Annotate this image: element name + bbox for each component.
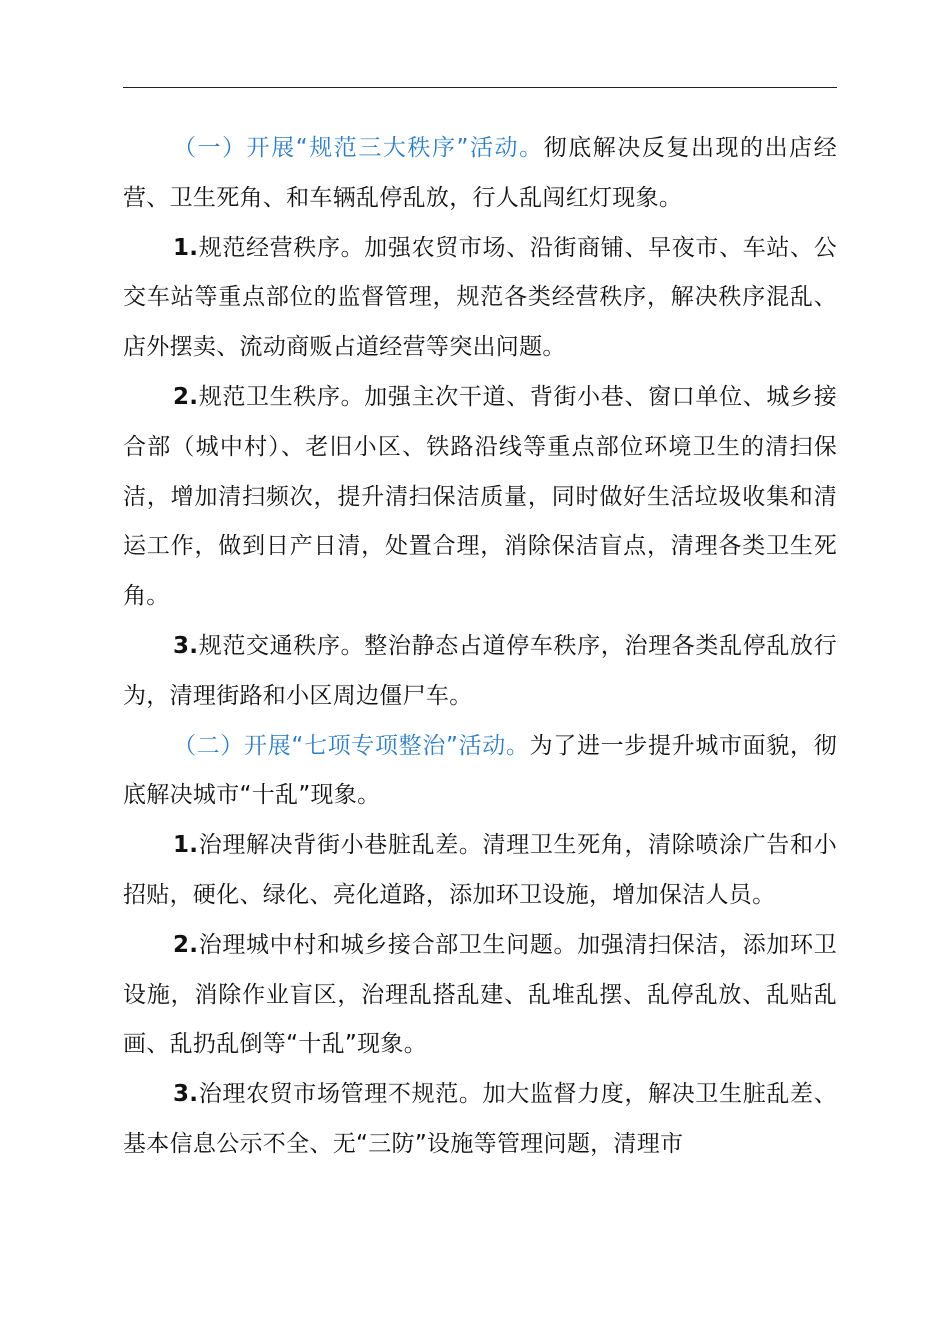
item-number: 3.	[173, 632, 199, 659]
item-number: 2.	[173, 383, 199, 410]
item-paragraph-1-1	[123, 224, 837, 373]
section-text-2: 为了进一步提升城市面貌，彻底解决城市“十乱”现象。	[123, 732, 837, 809]
item-number: 1.	[173, 832, 199, 859]
item-text: 治理农贸市场管理不规范。加大监督力度，解决卫生脏乱差、基本信息公示不全、无“三防”设施等管理问题，清理市	[123, 1081, 837, 1157]
section-heading-2: （二）开展“七项专项整治”活动。	[173, 732, 530, 759]
document-body	[123, 124, 837, 1170]
section-text-1: 彻底解决反复出现的出店经营、卫生死角、和车辆乱停乱放，行人乱闯红灯现象。	[123, 135, 837, 211]
section-heading-1: （一）开展“规范三大秩序”活动。	[173, 135, 544, 161]
item-number: 3.	[173, 1081, 199, 1108]
item-text: 治理城中村和城乡接合部卫生问题。加强清扫保洁，添加环卫设施，消除作业盲区，治理乱搭乱建、乱堆乱摆、乱停乱放、乱贴乱画、乱扔乱倒等“十乱”现象。	[123, 931, 837, 1058]
item-paragraph-1-3	[123, 622, 837, 722]
item-number: 1.	[173, 234, 199, 261]
item-paragraph-2-2	[123, 921, 837, 1070]
header-rule	[123, 87, 837, 88]
item-paragraph-1-2	[123, 373, 837, 622]
section-paragraph-2	[123, 722, 837, 822]
item-text: 规范经营秩序。加强农贸市场、沿街商铺、早夜市、车站、公交车站等重点部位的监督管理，规范各类经营秩序，解决秩序混乱、店外摆卖、流动商贩占道经营等突出问题。	[123, 234, 837, 361]
item-number: 2.	[173, 931, 199, 958]
item-text: 规范卫生秩序。加强主次干道、背街小巷、窗口单位、城乡接合部（城中村）、老旧小区、铁路沿线等重点部位环境卫生的清扫保洁，增加清扫频次，提升清扫保洁质量，同时做好生活垃圾收集和清运工作，做到日产日清，处置合理，消除保洁盲点，清理各类卫生死角。	[123, 383, 837, 610]
section-paragraph-1	[123, 124, 837, 224]
item-text: 治理解决背街小巷脏乱差。清理卫生死角，清除喷涂广告和小招贴，硬化、绿化、亮化道路，添加环卫设施，增加保洁人员。	[123, 832, 837, 908]
item-paragraph-2-3	[123, 1070, 837, 1170]
item-paragraph-2-1	[123, 821, 837, 921]
item-text: 规范交通秩序。整治静态占道停车秩序，治理各类乱停乱放行为，清理街路和小区周边僵尸车。	[123, 632, 837, 709]
